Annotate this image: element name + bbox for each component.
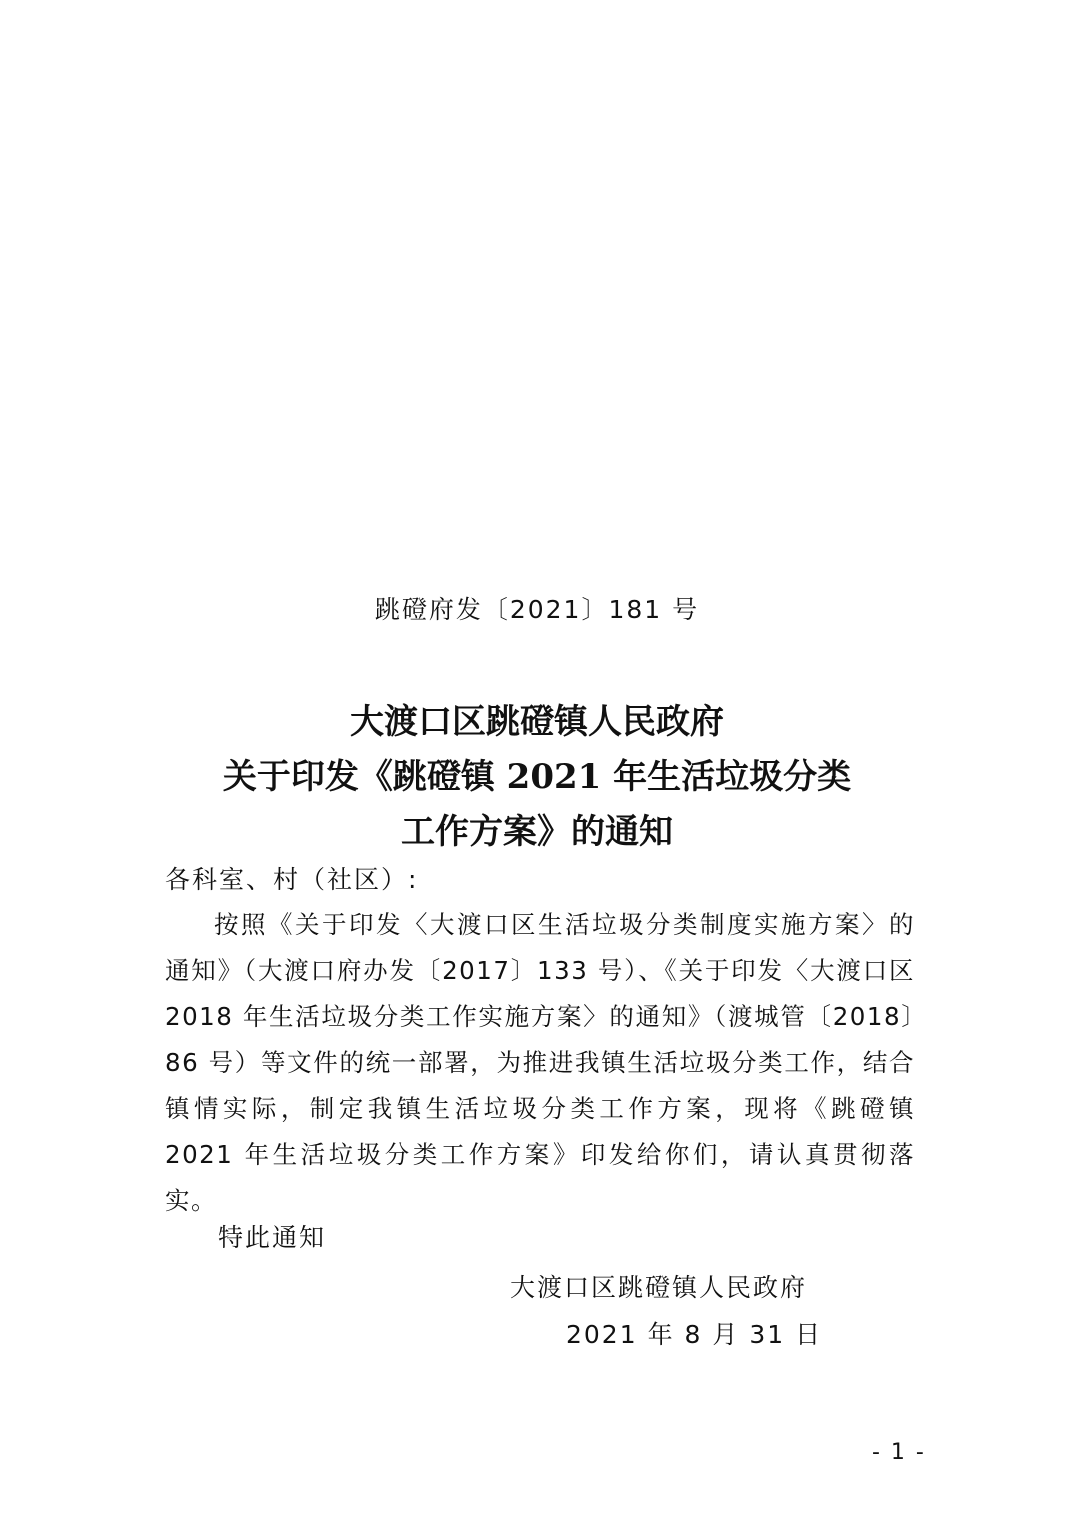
signatory: 大渡口区跳磴镇人民政府 (510, 1273, 808, 1302)
title-line-3: 工作方案》的通知 (401, 812, 673, 852)
signature-date: 2021 年 8 月 31 日 (566, 1320, 823, 1349)
document-title (0, 695, 1074, 860)
title-line-2: 关于印发《跳磴镇 2021 年生活垃圾分类 (222, 757, 852, 797)
document-number: 跳磴府发〔2021〕181 号 (374, 595, 700, 624)
title-line-1: 大渡口区跳磴镇人民政府 (350, 702, 724, 742)
page-number: - 1 - (872, 1440, 926, 1465)
closing-phrase: 特此通知 (218, 1223, 327, 1252)
body-paragraph: 按照《关于印发〈大渡口区生活垃圾分类制度实施方案〉的通知》（大渡口府办发〔2017〕133 号）、《关于印发〈大渡口区 2018 年生活垃圾分类工作实施方案〉的通知》（渡城管〔2018〕86 号）等文件的统一部署，为推进我镇生活垃圾分类工作，结合镇情实际，制定我镇生活垃圾分类工作方案，现将《跳磴镇 2021 年生活垃圾分类工作方案》印发给你们，请认真贯彻落实。 (165, 910, 915, 1215)
addressee: 各科室、村（社区）: (165, 865, 419, 894)
